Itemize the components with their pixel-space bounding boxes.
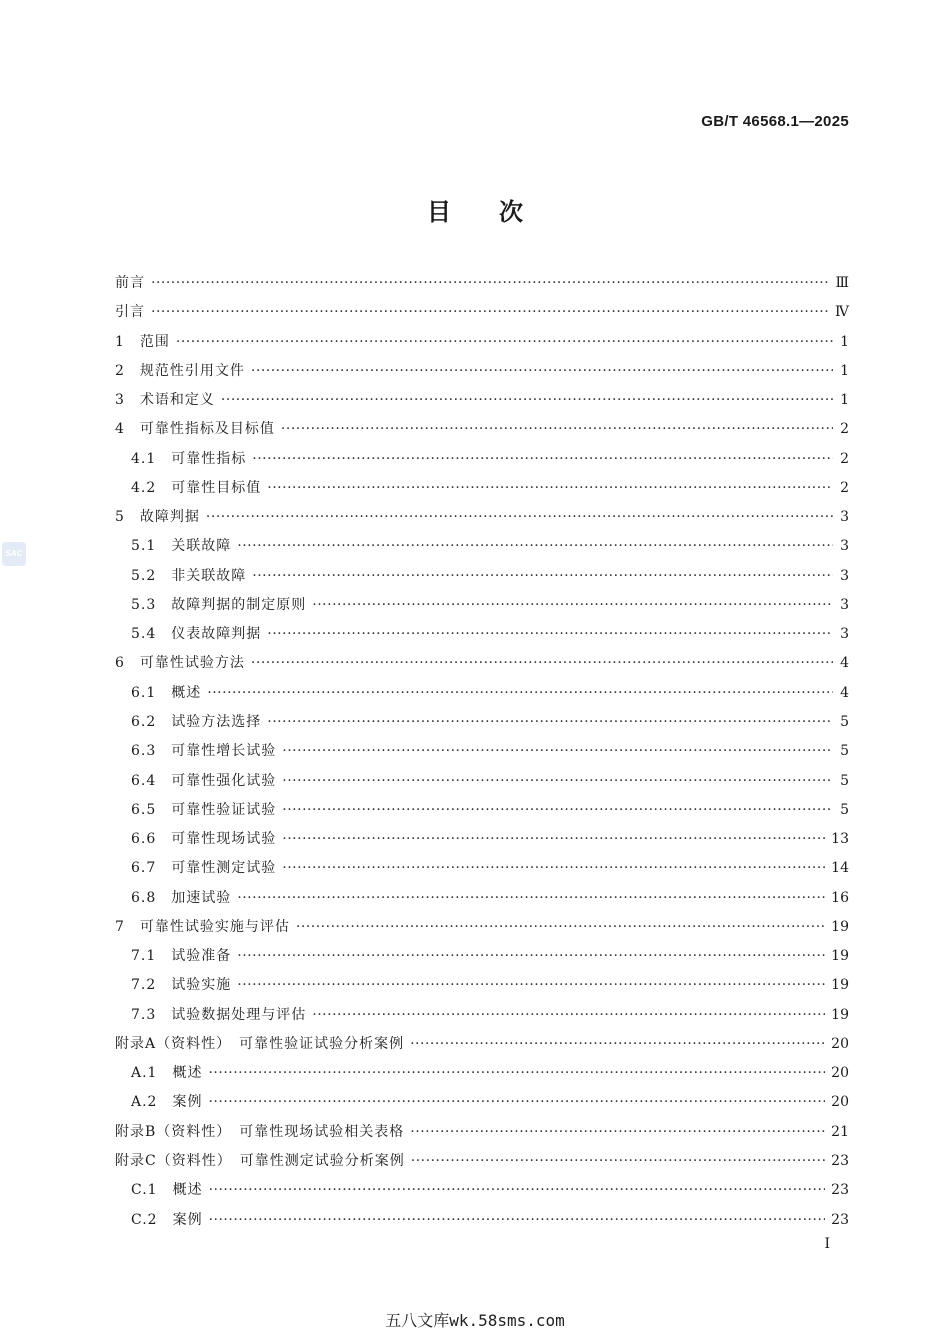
toc-dot-leader [282,737,833,766]
sac-logo-icon [2,542,26,566]
toc-entry-label: 5.3 故障判据的制定原则 [131,596,307,613]
toc-dot-leader [207,679,833,708]
toc-entry-page: 2 [840,479,849,496]
toc-entry[interactable] [115,503,849,532]
toc-entry[interactable] [115,1059,849,1088]
toc-entry-page: 13 [831,831,849,848]
toc-dot-leader [267,474,833,503]
toc-entry[interactable] [115,474,849,503]
toc-entry-label: 6.1 概述 [131,684,202,701]
toc-entry-page: 3 [840,509,849,526]
toc-entry-label: A.1 概述 [131,1065,203,1082]
toc-dot-leader [151,269,829,298]
toc-entry-page: 3 [840,538,849,555]
toc-dot-leader [252,562,833,591]
toc-entry-label: 5.2 非关联故障 [131,567,247,584]
watermark-text: 五八文库wk.58sms.com [385,1311,565,1330]
toc-entry[interactable] [115,1176,849,1205]
toc-entry-label: 6.6 可靠性现场试验 [131,831,277,848]
toc-dot-leader [208,1059,825,1088]
toc-entry-page: 5 [840,801,849,818]
toc-entry-label: 4.2 可靠性目标值 [131,479,262,496]
toc-entry[interactable] [115,796,849,825]
toc-entry-label: 6.2 试验方法选择 [131,713,262,730]
toc-entry-label: C.1 概述 [131,1182,203,1199]
toc-entry[interactable] [115,942,849,971]
toc-entry[interactable] [115,1030,849,1059]
toc-entry-page: 5 [840,743,849,760]
toc-entry-label: 附录C（资料性） 可靠性测定试验分析案例 [115,1152,405,1169]
toc-dot-leader [237,884,825,913]
toc-entry-page: Ⅳ [835,304,849,321]
toc-dot-leader [410,1030,825,1059]
toc-dot-leader [209,1206,826,1235]
toc-entry-page: 20 [831,1035,849,1052]
toc-entry[interactable] [115,679,849,708]
toc-entry[interactable] [115,649,849,678]
toc-entry[interactable] [115,1001,849,1030]
toc-dot-leader [267,708,833,737]
toc-entry-label: 附录B（资料性） 可靠性现场试验相关表格 [115,1123,405,1140]
sac-logo-text: SAC [5,549,23,558]
toc-entry[interactable] [115,913,849,942]
toc-entry[interactable] [115,386,849,415]
toc-entry-page: 20 [831,1094,849,1111]
toc-entry-page: 19 [831,1006,849,1023]
toc-entry-label: 6.3 可靠性增长试验 [131,743,277,760]
toc-entry-page: 2 [840,421,849,438]
toc-entry[interactable] [115,591,849,620]
toc-dot-leader [251,357,833,386]
toc-dot-leader [237,971,825,1000]
toc-entry[interactable] [115,825,849,854]
toc-entry-label: 4 可靠性指标及目标值 [115,421,275,438]
toc-entry-page: 20 [831,1065,849,1082]
toc-entry-label: A.2 案例 [131,1094,203,1111]
toc-entry-label: 引言 [115,304,145,321]
toc-entry[interactable] [115,708,849,737]
toc-entry-label: 6.7 可靠性测定试验 [131,860,277,877]
toc-entry[interactable] [115,1206,849,1235]
toc-dot-leader [151,298,829,327]
toc-entry-label: 6.8 加速试验 [131,889,232,906]
toc-entry-label: 5 故障判据 [115,509,200,526]
toc-dot-leader [296,913,825,942]
toc-entry[interactable] [115,328,849,357]
toc-entry-label: 6.5 可靠性验证试验 [131,801,277,818]
standard-code: GB/T 46568.1—2025 [701,113,849,130]
toc-entry-label: 2 规范性引用文件 [115,362,245,379]
toc-dot-leader [176,328,833,357]
toc-dot-leader [312,591,833,620]
table-of-contents [115,269,849,1235]
toc-entry[interactable] [115,1088,849,1117]
toc-dot-leader [206,503,833,532]
toc-entry[interactable] [115,298,849,327]
toc-entry-page: 4 [840,655,849,672]
toc-entry[interactable] [115,767,849,796]
toc-entry-page: 5 [840,713,849,730]
toc-entry[interactable] [115,737,849,766]
toc-entry-page: 2 [840,450,849,467]
toc-entry-label: 5.1 关联故障 [131,538,232,555]
toc-dot-leader [237,942,825,971]
toc-entry-page: 5 [840,772,849,789]
toc-dot-leader [209,1176,826,1205]
toc-entry-page: 23 [831,1152,849,1169]
toc-entry-page: 19 [831,948,849,965]
toc-dot-leader [282,825,825,854]
toc-dot-leader [237,532,833,561]
toc-entry-label: 7.3 试验数据处理与评估 [131,1006,307,1023]
toc-dot-leader [208,1088,825,1117]
toc-entry-label: 6 可靠性试验方法 [115,655,245,672]
toc-dot-leader [282,854,825,883]
toc-entry-label: 6.4 可靠性强化试验 [131,772,277,789]
toc-entry-page: 1 [840,392,849,409]
toc-entry-label: 7.1 试验准备 [131,948,232,965]
toc-entry-page: 23 [831,1182,849,1199]
toc-entry[interactable] [115,445,849,474]
toc-entry-page: 3 [840,567,849,584]
toc-entry-page: 1 [840,362,849,379]
page-number: I [824,1236,830,1252]
page-title: 目次 [427,197,571,226]
toc-entry-label: C.2 案例 [131,1211,203,1228]
toc-entry-label: 1 范围 [115,333,170,350]
toc-dot-leader [252,445,833,474]
toc-entry[interactable] [115,415,849,444]
toc-dot-leader [281,415,833,444]
toc-dot-leader [267,620,833,649]
toc-entry-page: 19 [831,918,849,935]
toc-entry-page: 1 [840,333,849,350]
toc-entry[interactable] [115,884,849,913]
toc-entry[interactable] [115,357,849,386]
toc-entry[interactable] [115,620,849,649]
toc-dot-leader [410,1118,825,1147]
toc-entry-page: 3 [840,626,849,643]
toc-entry-page: 3 [840,596,849,613]
toc-dot-leader [251,649,833,678]
toc-dot-leader [282,796,833,825]
toc-entry-page: 16 [831,889,849,906]
toc-entry-page: 19 [831,977,849,994]
toc-entry-page: Ⅲ [835,275,849,291]
toc-entry[interactable] [115,854,849,883]
toc-entry-page: 14 [831,860,849,877]
toc-dot-leader [411,1147,825,1176]
toc-entry-page: 21 [831,1123,849,1140]
toc-entry[interactable] [115,971,849,1000]
toc-entry[interactable] [115,1118,849,1147]
toc-entry-page: 4 [840,684,849,701]
toc-dot-leader [221,386,833,415]
toc-entry-label: 4.1 可靠性指标 [131,450,247,467]
toc-entry-label: 5.4 仪表故障判据 [131,626,262,643]
toc-entry-label: 前言 [115,275,145,291]
toc-entry-label: 3 术语和定义 [115,392,215,409]
toc-entry-label: 7 可靠性试验实施与评估 [115,918,290,935]
toc-dot-leader [312,1001,825,1030]
toc-dot-leader [282,767,833,796]
toc-entry-page: 23 [831,1211,849,1228]
toc-entry[interactable] [115,532,849,561]
toc-entry-label: 附录A（资料性） 可靠性验证试验分析案例 [115,1035,405,1052]
toc-entry-label: 7.2 试验实施 [131,977,232,994]
toc-entry[interactable] [115,562,849,591]
toc-entry[interactable] [115,269,849,298]
toc-entry[interactable] [115,1147,849,1176]
